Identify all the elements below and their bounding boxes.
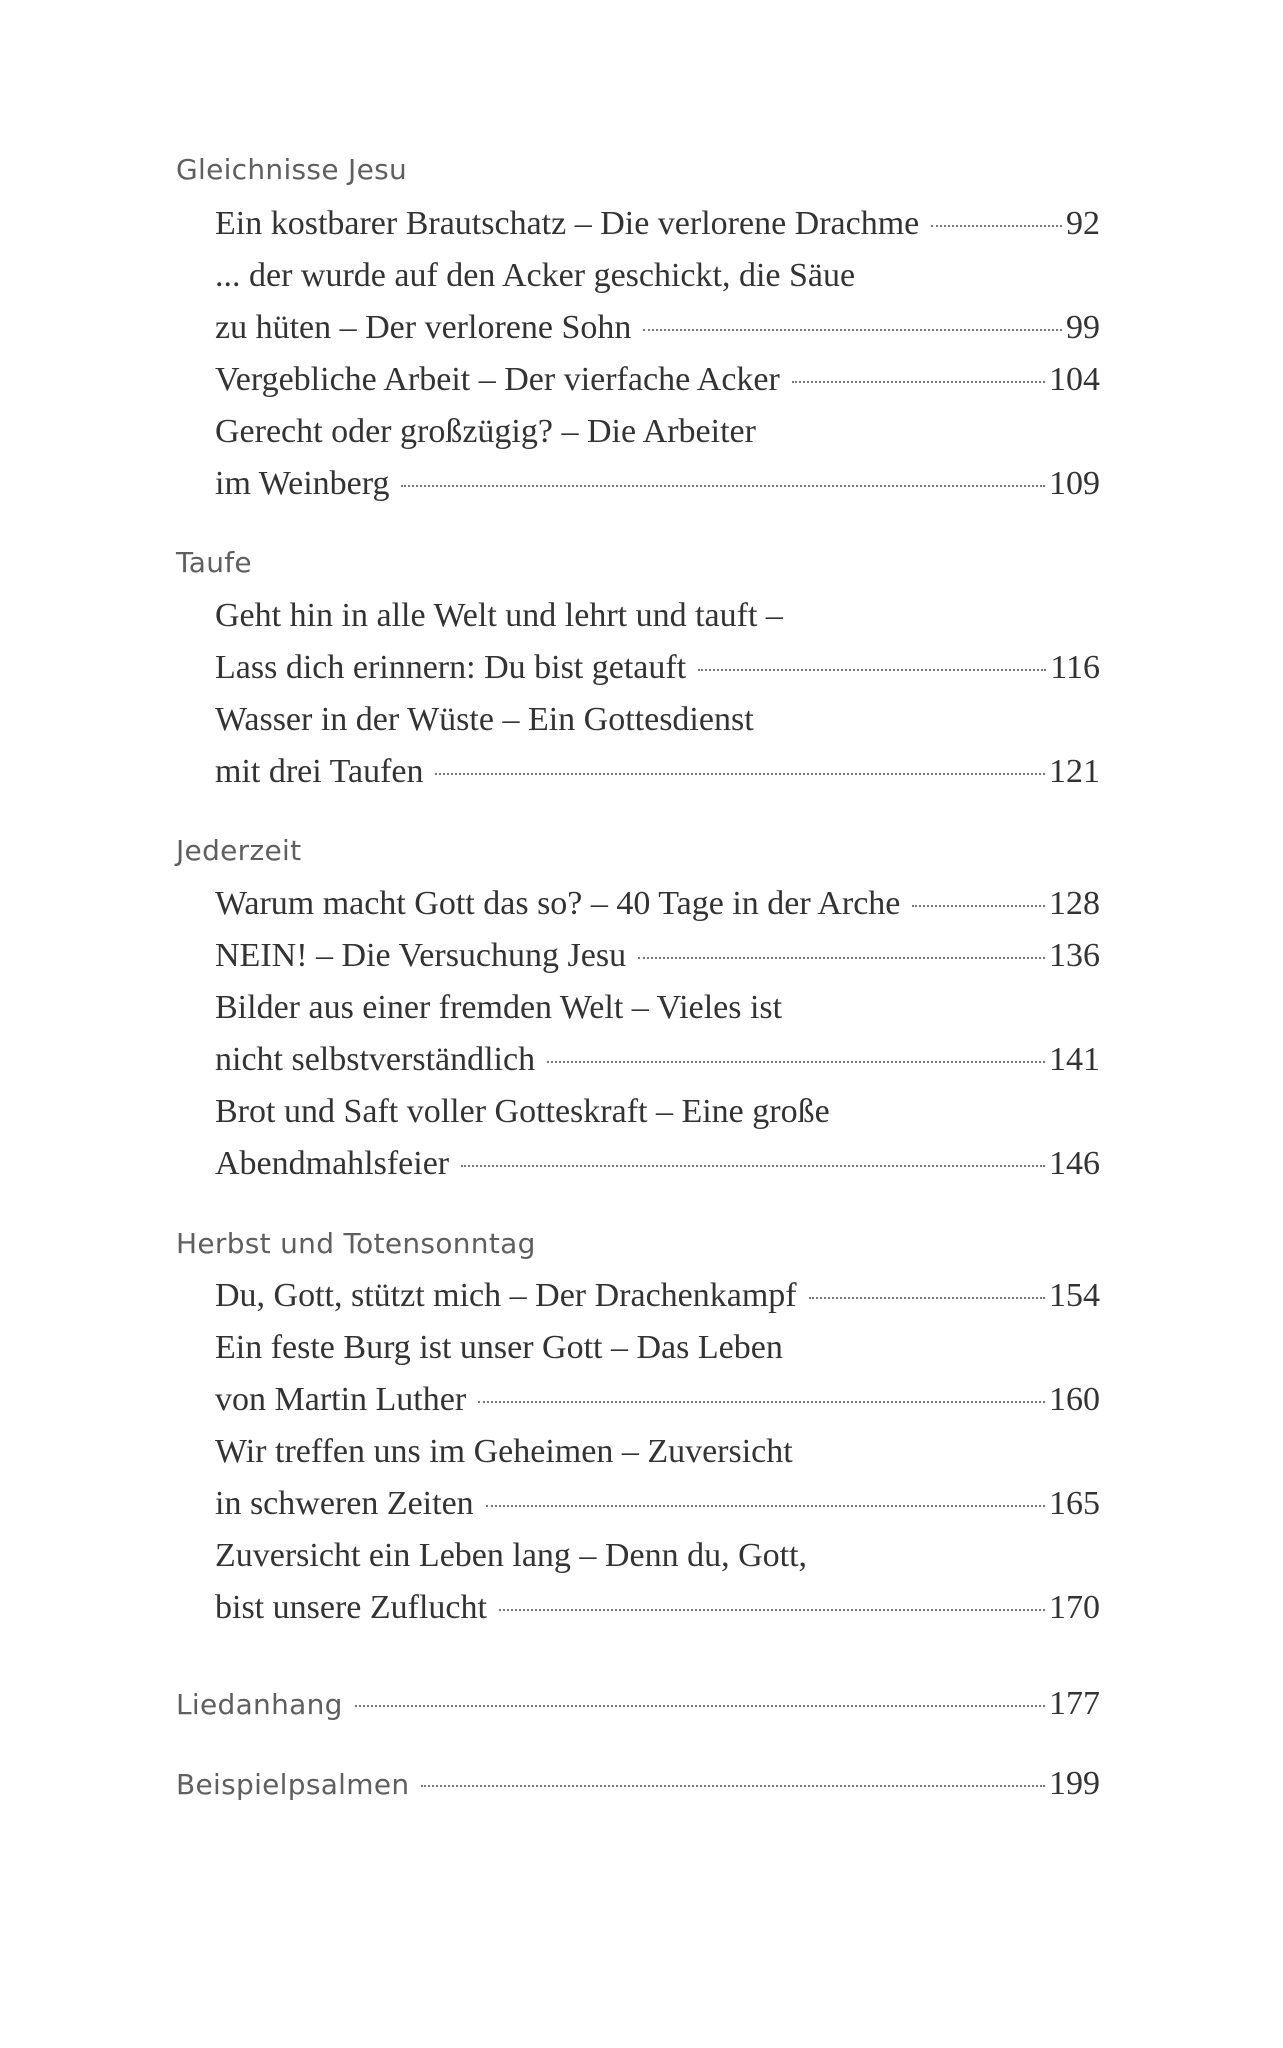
toc-entry-title: bist unsere Zuflucht <box>215 1589 487 1626</box>
toc-entry-title: mit drei Taufen <box>215 753 424 790</box>
toc-entry-arbeiter-line1: Gerecht oder großzügig? – Die Arbeiter <box>215 413 756 450</box>
toc-entry-fremde-welt-line1: Bilder aus einer fremden Welt – Vieles ist <box>215 989 783 1026</box>
toc-entry-geheimen <box>215 1480 1100 1528</box>
toc-entry-geheimen-line1: Wir treffen uns im Geheimen – Zuversicht <box>215 1433 793 1470</box>
toc-entry-title: Du, Gott, stützt mich – Der Drachenkampf <box>215 1277 797 1314</box>
dot-leader <box>931 225 1062 227</box>
toc-entry-getauft-line1: Geht hin in alle Welt und lehrt und tauft – <box>215 597 783 634</box>
toc-entry-title: in schweren Zeiten <box>215 1485 474 1522</box>
toc-entry-arbeiter <box>215 460 1100 508</box>
dot-leader <box>435 773 1045 775</box>
toc-entry-fremde-welt <box>215 1036 1100 1084</box>
toc-entry-verlorene-sohn-line1: ... der wurde auf den Acker geschickt, die Säue <box>215 257 856 294</box>
dot-leader <box>401 485 1045 487</box>
dot-leader <box>486 1505 1045 1507</box>
toc-entry-wueste <box>215 748 1100 796</box>
toc-entry-title: zu hüten – Der verlorene Sohn <box>215 309 632 346</box>
toc-entry-abendmahl <box>215 1140 1100 1188</box>
toc-entry-title: Liedanhang <box>176 1688 343 1721</box>
toc-entry-drachenkampf <box>215 1272 1100 1320</box>
page-number: 160 <box>1049 1381 1100 1418</box>
toc-entry-getauft <box>215 644 1100 692</box>
toc-entry-title: Beispielpsalmen <box>176 1768 410 1801</box>
toc-entry-versuchung <box>215 932 1100 980</box>
toc-entry-title: Lass dich erinnern: Du bist getauft <box>215 649 687 686</box>
toc-entry-zuflucht-line1: Zuversicht ein Leben lang – Denn du, Gott, <box>215 1537 808 1574</box>
dot-leader <box>792 381 1045 383</box>
page-number: 116 <box>1050 649 1100 686</box>
page-number: 104 <box>1049 361 1100 398</box>
toc-entry-zuflucht <box>215 1584 1100 1632</box>
toc-entry-vierfache-acker <box>215 356 1100 404</box>
toc-entry-title: Ein kostbarer Brautschatz – Die verlorene Drachme <box>215 205 920 242</box>
toc-entry-title: Vergebliche Arbeit – Der vierfache Acker <box>215 361 780 398</box>
dot-leader <box>912 905 1045 907</box>
page-number: 165 <box>1049 1485 1100 1522</box>
dot-leader <box>461 1165 1045 1167</box>
section-heading-gleichnisse: Gleichnisse Jesu <box>176 153 408 186</box>
toc-entry-title: von Martin Luther <box>215 1381 467 1418</box>
dot-leader <box>547 1061 1045 1063</box>
page-number: 92 <box>1066 205 1100 242</box>
dot-leader <box>478 1401 1045 1403</box>
toc-entry-title: Warum macht Gott das so? – 40 Tage in der Arche <box>215 885 901 922</box>
dot-leader <box>809 1297 1045 1299</box>
page-number: 99 <box>1066 309 1100 346</box>
toc-entry-beispielpsalmen <box>176 1760 1100 1809</box>
section-heading-jederzeit: Jederzeit <box>176 834 302 867</box>
page-number: 121 <box>1049 753 1100 790</box>
dot-leader <box>355 1705 1045 1707</box>
dot-leader <box>421 1785 1045 1787</box>
toc-entry-arche <box>215 880 1100 928</box>
dot-leader <box>698 669 1046 671</box>
toc-entry-wueste-line1: Wasser in der Wüste – Ein Gottesdienst <box>215 701 754 738</box>
toc-entry-brautschatz <box>215 200 1100 248</box>
section-heading-herbst: Herbst und Totensonntag <box>176 1227 536 1260</box>
page-number: 136 <box>1049 937 1100 974</box>
toc-entry-liedanhang <box>176 1680 1100 1729</box>
page-number: 199 <box>1049 1765 1100 1802</box>
toc-entry-title: im Weinberg <box>215 465 390 502</box>
toc-entry-abendmahl-line1: Brot und Saft voller Gotteskraft – Eine große <box>215 1093 830 1130</box>
toc-entry-luther-line1: Ein feste Burg ist unser Gott – Das Leben <box>215 1329 783 1366</box>
page-number: 154 <box>1049 1277 1100 1314</box>
toc-entry-title: nicht selbstverständlich <box>215 1041 536 1078</box>
toc-entry-title: NEIN! – Die Versuchung Jesu <box>215 937 627 974</box>
page-number: 109 <box>1049 465 1100 502</box>
toc-entry-luther <box>215 1376 1100 1424</box>
page-number: 177 <box>1049 1685 1100 1722</box>
toc-entry-title: Abendmahlsfeier <box>215 1145 450 1182</box>
toc-entry-verlorene-sohn <box>215 304 1100 352</box>
page-number: 146 <box>1049 1145 1100 1182</box>
page-number: 128 <box>1049 885 1100 922</box>
section-heading-taufe: Taufe <box>176 546 252 579</box>
dot-leader <box>638 957 1045 959</box>
page-number: 170 <box>1049 1589 1100 1626</box>
dot-leader <box>643 329 1062 331</box>
dot-leader <box>499 1609 1045 1611</box>
page-number: 141 <box>1049 1041 1100 1078</box>
